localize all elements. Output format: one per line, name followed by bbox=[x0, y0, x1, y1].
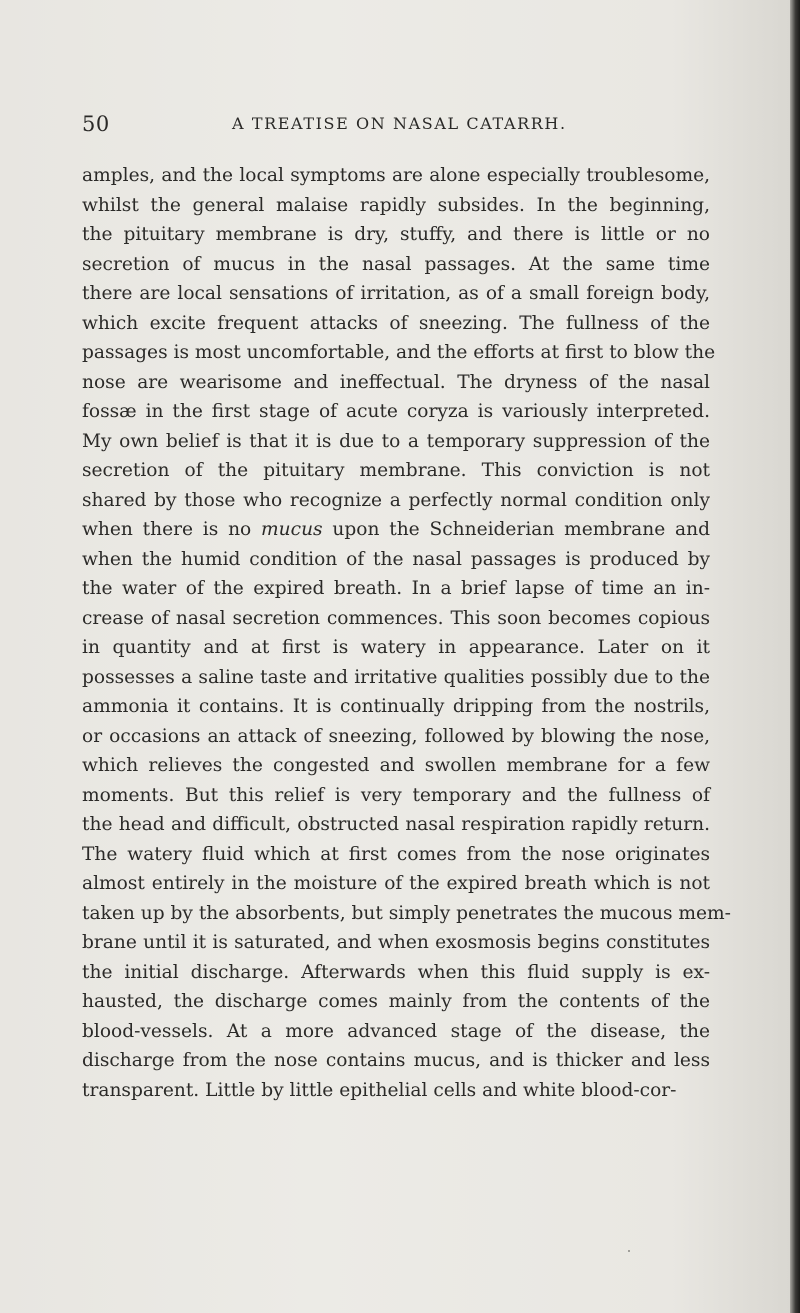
text-line: the pituitary membrane is dry, stuffy, and there is little or no bbox=[82, 224, 710, 245]
text-line: The watery fluid which at first comes from the nose originates bbox=[82, 843, 710, 865]
text-line: secretion of the pituitary membrane. This conviction is not bbox=[82, 460, 710, 481]
text-line: fossæ in the first stage of acute coryza is variously interpreted. bbox=[82, 401, 710, 422]
text-line: passages is most uncomfortable, and the efforts at first to blow the bbox=[82, 342, 716, 363]
text-line: discharge from the nose contains mucus, and is thicker and less bbox=[82, 1050, 710, 1071]
text-line bbox=[82, 515, 710, 545]
text-line: taken up by the absorbents, but simply penetrates the mucous mem- bbox=[82, 902, 731, 924]
body-text bbox=[82, 161, 731, 1105]
text-line: nose are wearisome and ineffectual. The dryness of the nasal bbox=[82, 371, 710, 393]
text-line: amples, and the local symptoms are alone especially troublesome, bbox=[82, 165, 710, 186]
book-spine-edge bbox=[790, 0, 800, 1313]
text-line: in quantity and at first is watery in appearance. Later on it bbox=[82, 637, 710, 658]
page-number: 50 bbox=[82, 112, 110, 136]
text-segment: when there is no bbox=[82, 519, 262, 540]
page-header bbox=[82, 112, 722, 142]
italic-word: mucus bbox=[261, 519, 323, 540]
text-line: moments. But this relief is very temporary and the fullness of bbox=[82, 784, 710, 806]
text-line: possesses a saline taste and irritative qualities possibly due to the bbox=[82, 666, 710, 688]
text-line: hausted, the discharge comes mainly from the contents of the bbox=[82, 991, 710, 1012]
paper-speck bbox=[628, 1250, 630, 1252]
text-line: whilst the general malaise rapidly subsides. In the beginning, bbox=[82, 194, 710, 216]
text-line: crease of nasal secretion commences. This soon becomes copious bbox=[82, 607, 710, 629]
text-line: which relieves the congested and swollen membrane for a few bbox=[82, 755, 710, 776]
text-line: the head and difficult, obstructed nasal respiration rapidly return. bbox=[82, 814, 710, 835]
text-line: secretion of mucus in the nasal passages. At the same time bbox=[82, 253, 710, 275]
text-line: which excite frequent attacks of sneezing. The fullness of the bbox=[82, 312, 710, 334]
text-line: the initial discharge. Afterwards when this fluid supply is ex- bbox=[82, 961, 710, 983]
text-line: brane until it is saturated, and when exosmosis begins constitutes bbox=[82, 932, 710, 953]
text-line: shared by those who recognize a perfectly normal condition only bbox=[82, 489, 710, 511]
text-segment: upon the Schneiderian membrane and bbox=[322, 519, 710, 540]
running-head: A TREATISE ON NASAL CATARRH. bbox=[232, 114, 567, 133]
text-line: ammonia it contains. It is continually dripping from the nostrils, bbox=[82, 696, 710, 717]
text-line: there are local sensations of irritation, as of a small foreign body, bbox=[82, 283, 710, 304]
text-line: when the humid condition of the nasal passages is produced by bbox=[82, 548, 710, 570]
text-line: almost entirely in the moisture of the expired breath which is not bbox=[82, 873, 710, 894]
text-line: transparent. Little by little epithelial cells and white blood-cor- bbox=[82, 1079, 677, 1101]
text-line: the water of the expired breath. In a brief lapse of time an in- bbox=[82, 578, 710, 599]
text-line: or occasions an attack of sneezing, followed by blowing the nose, bbox=[82, 725, 710, 747]
text-line: blood-vessels. At a more advanced stage of the disease, the bbox=[82, 1020, 710, 1042]
text-line: My own belief is that it is due to a temporary suppression of the bbox=[82, 430, 710, 452]
